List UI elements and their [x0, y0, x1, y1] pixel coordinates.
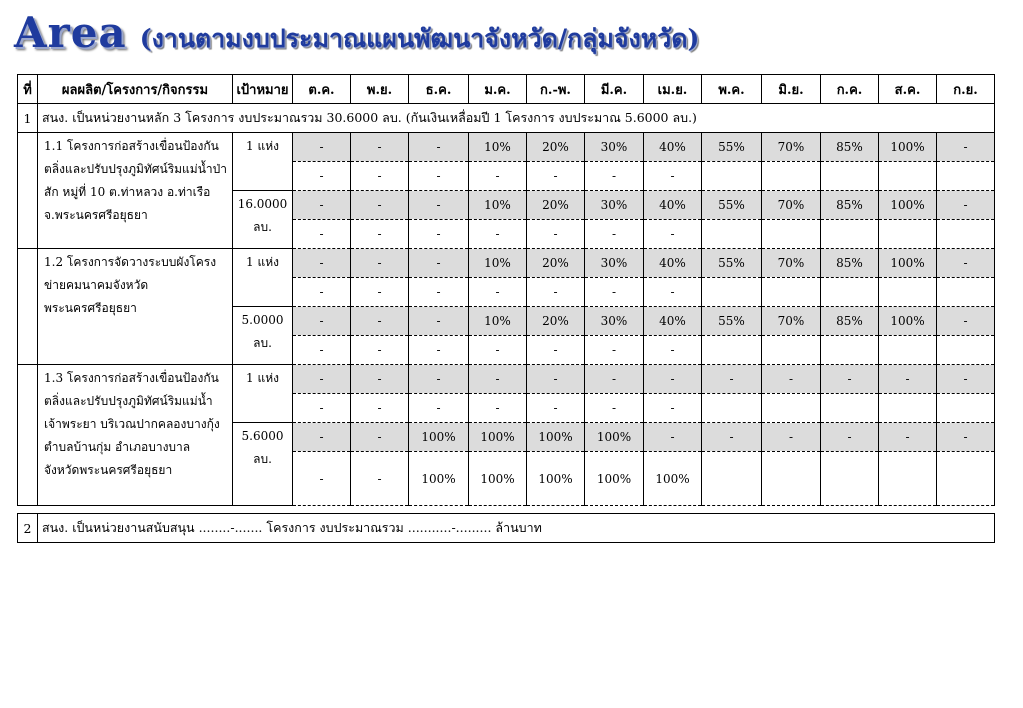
month-value: - [937, 133, 995, 162]
month-value [702, 394, 762, 423]
header-month: ม.ค. [469, 75, 527, 104]
month-value: 40% [644, 307, 702, 336]
month-value [821, 278, 879, 307]
month-value: - [293, 307, 351, 336]
month-value: - [351, 394, 409, 423]
month-value: - [702, 365, 762, 394]
month-value: 55% [702, 191, 762, 220]
month-value: - [937, 307, 995, 336]
month-value [702, 452, 762, 506]
month-value: - [585, 336, 644, 365]
month-value [762, 278, 821, 307]
month-value [821, 452, 879, 506]
month-value: 100% [644, 452, 702, 506]
month-value [821, 336, 879, 365]
month-value: 85% [821, 191, 879, 220]
month-value: - [293, 423, 351, 452]
month-value [762, 162, 821, 191]
month-value [762, 394, 821, 423]
header-month: ก.ย. [937, 75, 995, 104]
month-value: - [293, 162, 351, 191]
month-value: 30% [585, 249, 644, 278]
project-name: 1.3 โครงการก่อสร้างเขื่อนป้องกันตลิ่งและปรับปรุงภูมิทัศน์ริมแม่น้ำเจ้าพระยา บริเวณปากคลองบางกุ้ง ตำบลบ้านกุ่ม อำเภอบางบาล จังหวัดพระนครศรีอยุธยา [38, 365, 233, 506]
month-value: - [937, 423, 995, 452]
header-item: ผลผลิต/โครงการ/กิจกรรม [38, 75, 233, 104]
month-value: - [644, 394, 702, 423]
header-month: มิ.ย. [762, 75, 821, 104]
month-value [879, 220, 937, 249]
month-value: 20% [527, 307, 585, 336]
month-value [879, 278, 937, 307]
month-value: 55% [702, 133, 762, 162]
month-value: - [585, 278, 644, 307]
section-number: 2 [18, 514, 38, 543]
month-value [937, 162, 995, 191]
month-value [702, 336, 762, 365]
month-value: - [293, 249, 351, 278]
row-number-blank [18, 365, 38, 506]
month-value: - [293, 220, 351, 249]
row-number-blank [18, 133, 38, 249]
month-value: - [409, 307, 469, 336]
month-value: - [644, 278, 702, 307]
month-value: - [409, 220, 469, 249]
month-value: - [879, 365, 937, 394]
month-value: - [644, 365, 702, 394]
month-value: - [585, 394, 644, 423]
month-value: - [409, 365, 469, 394]
month-value: 85% [821, 133, 879, 162]
header-month: พ.ค. [702, 75, 762, 104]
month-value: - [409, 133, 469, 162]
header-no: ที่ [18, 75, 38, 104]
section-text: สนง. เป็นหน่วยงานสนับสนุน ........-....... โครงการ งบประมาณรวม ...........-......... ล้านบาท [38, 514, 995, 543]
month-value: - [409, 278, 469, 307]
month-value [879, 452, 937, 506]
month-value: - [644, 220, 702, 249]
month-value: - [351, 249, 409, 278]
header-month: ต.ค. [293, 75, 351, 104]
month-value: - [527, 220, 585, 249]
month-value: - [527, 162, 585, 191]
spacer-row [18, 506, 995, 514]
month-value: 100% [585, 452, 644, 506]
month-value: - [409, 336, 469, 365]
page-title [14, 8, 699, 56]
month-value: - [351, 162, 409, 191]
month-value: 30% [585, 191, 644, 220]
spacer-cell [18, 506, 995, 514]
header-month: ส.ค. [879, 75, 937, 104]
month-value: - [409, 394, 469, 423]
month-value [879, 394, 937, 423]
month-value: - [293, 336, 351, 365]
month-value: - [644, 162, 702, 191]
header-month: ธ.ค. [409, 75, 469, 104]
header-target: เป้าหมาย [233, 75, 293, 104]
month-value: - [293, 365, 351, 394]
month-value [937, 452, 995, 506]
month-value: 100% [469, 452, 527, 506]
month-value: - [409, 249, 469, 278]
month-value: - [351, 191, 409, 220]
month-value: - [937, 365, 995, 394]
target-quantity: 1 แห่ง [233, 365, 293, 423]
month-value [762, 220, 821, 249]
month-value [702, 278, 762, 307]
month-value: 85% [821, 249, 879, 278]
month-value: - [351, 365, 409, 394]
month-value: - [293, 452, 351, 506]
month-value: - [293, 191, 351, 220]
month-value: 40% [644, 191, 702, 220]
month-value: - [937, 249, 995, 278]
month-value: 85% [821, 307, 879, 336]
month-value: - [527, 336, 585, 365]
month-value: 20% [527, 191, 585, 220]
month-value: 70% [762, 133, 821, 162]
plan-table [17, 74, 995, 543]
month-value: 30% [585, 133, 644, 162]
month-value: 55% [702, 307, 762, 336]
month-value: - [821, 365, 879, 394]
month-value: 20% [527, 133, 585, 162]
month-value: - [527, 365, 585, 394]
target-quantity: 1 แห่ง [233, 249, 293, 307]
table-row [18, 365, 995, 394]
title-area: Area [14, 8, 127, 57]
month-value: 100% [585, 423, 644, 452]
month-value: 30% [585, 307, 644, 336]
header-month: เม.ย. [644, 75, 702, 104]
target-quantity: 1 แห่ง [233, 133, 293, 191]
month-value: - [469, 394, 527, 423]
month-value [762, 336, 821, 365]
month-value: - [644, 423, 702, 452]
month-value: 10% [469, 191, 527, 220]
month-value: 100% [527, 423, 585, 452]
month-value: - [937, 191, 995, 220]
month-value [879, 336, 937, 365]
month-value: 55% [702, 249, 762, 278]
month-value: - [527, 394, 585, 423]
month-value: - [821, 423, 879, 452]
month-value: - [351, 307, 409, 336]
month-value: 100% [409, 423, 469, 452]
title-subtitle: (งานตามงบประมาณแผนพัฒนาจังหวัด/กลุ่มจังหวัด) [139, 24, 700, 53]
project-name: 1.1 โครงการก่อสร้างเขื่อนป้องกันตลิ่งและปรับปรุงภูมิทัศน์ริมแม่น้ำป่าสัก หมู่ที่ 10 ต.ท่าหลวง อ.ท่าเรือ จ.พระนครศรีอยุธยา [38, 133, 233, 249]
month-value: 10% [469, 249, 527, 278]
month-value: - [879, 423, 937, 452]
month-value: 10% [469, 307, 527, 336]
section-text: สนง. เป็นหน่วยงานหลัก 3 โครงการ งบประมาณรวม 30.6000 ลบ. (กันเงินเหลื่อมปี 1 โครงการ งบประมาณ 5.6000 ลบ.) [38, 104, 995, 133]
row-number-blank [18, 249, 38, 365]
section-row [18, 514, 995, 543]
month-value: - [293, 394, 351, 423]
section-row [18, 104, 995, 133]
month-value: 100% [879, 133, 937, 162]
month-value [879, 162, 937, 191]
month-value: 20% [527, 249, 585, 278]
month-value: - [409, 191, 469, 220]
month-value [937, 394, 995, 423]
month-value: 100% [879, 191, 937, 220]
target-budget: 16.0000 ลบ. [233, 191, 293, 249]
month-value [702, 162, 762, 191]
month-value: - [469, 220, 527, 249]
month-value: 100% [879, 249, 937, 278]
month-value: 100% [527, 452, 585, 506]
month-value: - [585, 220, 644, 249]
month-value: 40% [644, 133, 702, 162]
month-value: 70% [762, 249, 821, 278]
header-row [18, 75, 995, 104]
month-value [937, 220, 995, 249]
month-value: - [644, 336, 702, 365]
target-budget: 5.6000 ลบ. [233, 423, 293, 506]
project-name: 1.2 โครงการจัดวางระบบผังโครงข่ายคมนาคมจังหวัดพระนครศรีอยุธยา [38, 249, 233, 365]
month-value: 40% [644, 249, 702, 278]
month-value [937, 278, 995, 307]
month-value: - [469, 365, 527, 394]
header-month: มี.ค. [585, 75, 644, 104]
month-value: - [585, 365, 644, 394]
header-month: ก.-พ. [527, 75, 585, 104]
month-value [762, 452, 821, 506]
month-value [821, 220, 879, 249]
month-value: - [351, 423, 409, 452]
month-value: 10% [469, 133, 527, 162]
month-value: - [469, 278, 527, 307]
month-value: - [351, 336, 409, 365]
month-value: - [351, 133, 409, 162]
month-value: 100% [469, 423, 527, 452]
target-budget: 5.0000 ลบ. [233, 307, 293, 365]
month-value: - [469, 162, 527, 191]
month-value: - [762, 423, 821, 452]
month-value: - [469, 336, 527, 365]
section-number: 1 [18, 104, 38, 133]
month-value: 100% [879, 307, 937, 336]
month-value: 70% [762, 191, 821, 220]
month-value: - [762, 365, 821, 394]
header-month: พ.ย. [351, 75, 409, 104]
month-value [821, 394, 879, 423]
month-value [937, 336, 995, 365]
month-value: 100% [409, 452, 469, 506]
month-value: - [293, 278, 351, 307]
month-value [702, 220, 762, 249]
month-value: - [293, 133, 351, 162]
month-value: 70% [762, 307, 821, 336]
month-value: - [702, 423, 762, 452]
month-value: - [351, 220, 409, 249]
month-value [821, 162, 879, 191]
table-row [18, 249, 995, 278]
header-month: ก.ค. [821, 75, 879, 104]
month-value: - [351, 452, 409, 506]
month-value: - [585, 162, 644, 191]
month-value: - [409, 162, 469, 191]
month-value: - [351, 278, 409, 307]
month-value: - [527, 278, 585, 307]
table-row [18, 133, 995, 162]
